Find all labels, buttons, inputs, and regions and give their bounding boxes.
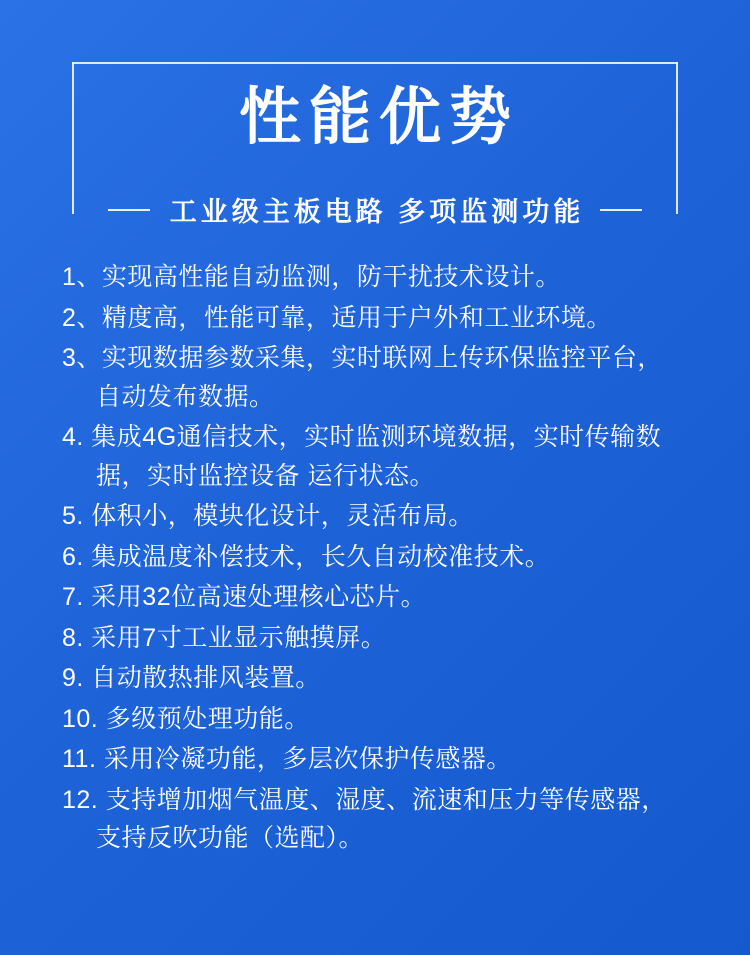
- list-item: [62, 700, 710, 739]
- list-item-line1: 8. 采用7寸工业显示触摸屏。: [62, 623, 387, 652]
- list-item: [62, 740, 710, 779]
- list-item-line1: 1、实现高性能自动监测，防干扰技术设计。: [62, 263, 561, 291]
- list-item: [62, 258, 710, 297]
- subtitle-rule-left: [108, 209, 150, 211]
- list-item: [62, 659, 710, 698]
- frame-top-rule: [72, 62, 678, 64]
- list-item: [62, 619, 710, 658]
- list-item-line1: 3、实现数据参数采集，实时联网上传环保监控平台，: [62, 344, 663, 372]
- list-item-line1: 6. 集成温度补偿技术，长久自动校准技术。: [62, 542, 551, 571]
- list-item-line1: 11. 采用冷凝功能，多层次保护传感器。: [62, 745, 512, 773]
- list-item: [62, 497, 710, 536]
- list-item-line1: 10. 多级预处理功能。: [62, 704, 310, 733]
- list-item-line1: 12. 支持增加烟气温度、湿度、流速和压力等传感器，: [62, 785, 667, 814]
- list-item: [62, 418, 710, 495]
- list-item-line2: 据，实时监控设备 运行状态。: [96, 461, 435, 490]
- list-item-line1: 7. 采用32位高速处理核心芯片。: [62, 583, 427, 611]
- list-item: [62, 299, 710, 338]
- list-item-line2: 自动发布数据。: [96, 382, 275, 411]
- list-item: [62, 578, 710, 617]
- list-item-line1: 2、精度高，性能可靠，适用于户外和工业环境。: [62, 303, 612, 332]
- list-item: [62, 339, 710, 416]
- list-item-line2: 支持反吹功能（选配）。: [96, 824, 365, 852]
- subtitle-rule-right: [600, 209, 642, 211]
- page-title: 性能优势: [238, 83, 519, 152]
- subtitle-row: [72, 190, 678, 229]
- list-item-line1: 4. 集成4G通信技术，实时监测环境数据，实时传输数: [62, 423, 662, 451]
- promo-poster: [0, 62, 750, 955]
- list-item-line1: 5. 体积小，模块化设计，灵活布局。: [62, 502, 474, 530]
- list-item: [62, 538, 710, 577]
- title-block: [72, 62, 678, 234]
- feature-list: [0, 258, 750, 858]
- list-item: [62, 781, 710, 858]
- page-subtitle: 工业级主板电路 多项监测功能: [169, 197, 585, 227]
- list-item-line1: 9. 自动散热排风装置。: [62, 664, 321, 692]
